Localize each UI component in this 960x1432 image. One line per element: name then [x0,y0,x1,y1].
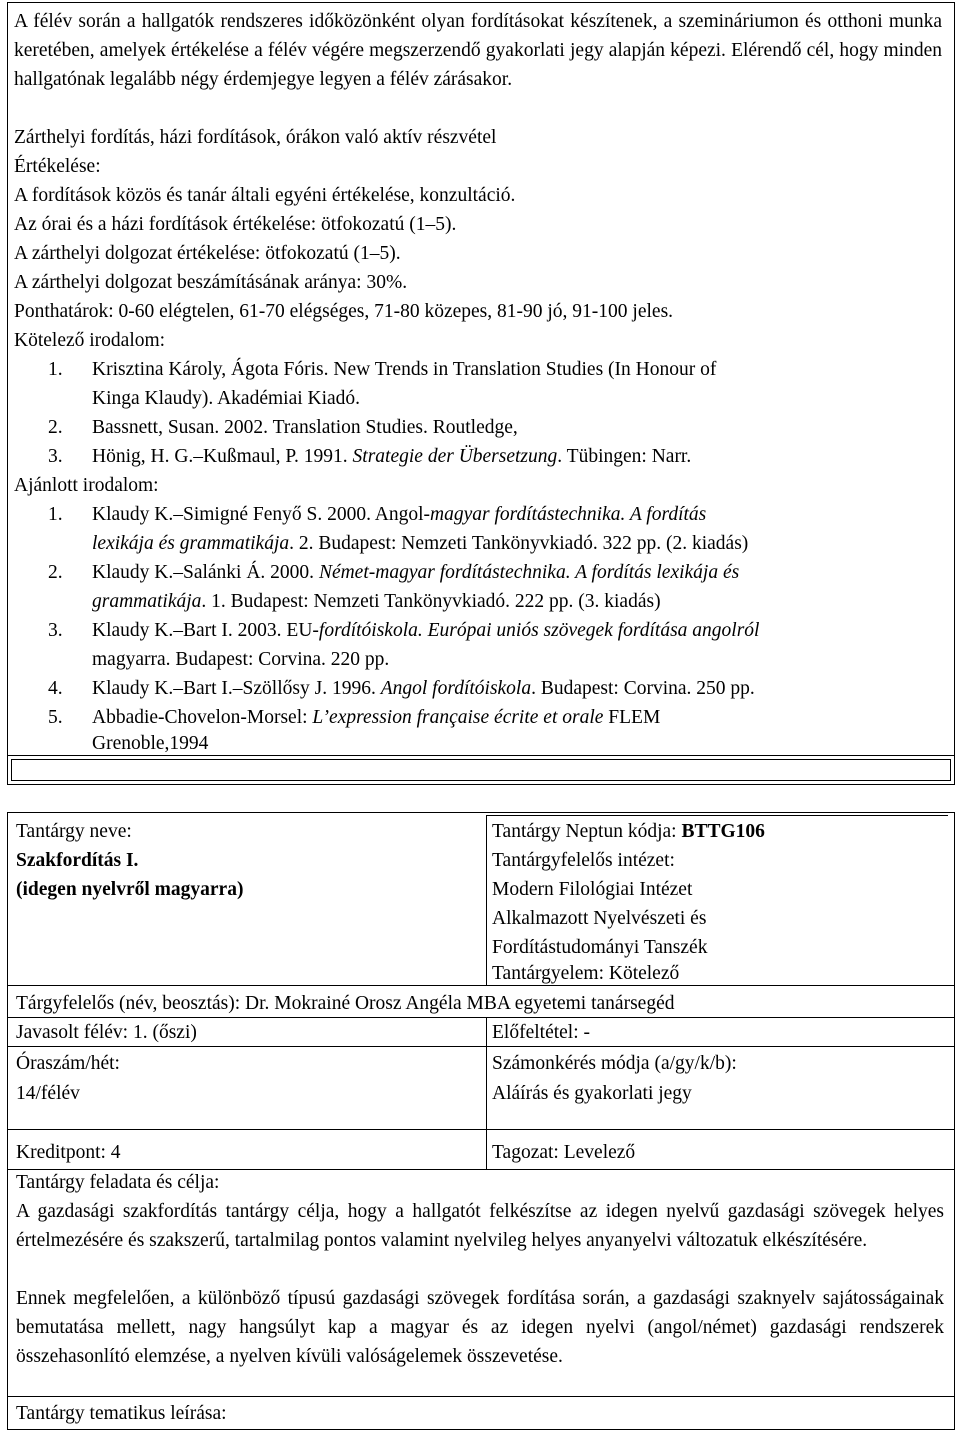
recommended-semester: Javasolt félév: 1. (őszi) [16,1022,197,1043]
evaluation-line-1: A fordítások közös és tanár általi egyéni értékelése, konzultáció. [14,185,516,206]
evaluation-label: Értékelése: [14,156,101,177]
grid-line [8,1129,954,1130]
evaluation-line-5: Ponthatárok: 0-60 elégtelen, 61-70 elégséges, 71-80 közepes, 81-90 jó, 91-100 jeles. [14,301,674,322]
assessment-content: A félév során a hallgatók rendszeres időközönként olyan fordításokat készítenek, a szemináriumon és otthoni munka keretében, amelyek értékelése a félév végére megszerzendő gyakorlati jegy alapján képezi. Elérendő cél, hogy minden hallgatónak legalább négy érdemjegye legyen a félév zárásakor. Zárthelyi fordítás, házi fordítások, órákon való aktív részvétel Értékelése: A fordítások közös és tanár általi egyéni értékelése, konzultáció. Az órai és a házi fordítások értékelése: ötfokozatú (1–5). A zárthelyi dolgozat értékelése: ötfokozatú (1–5). A zárthelyi dolgozat beszámításának aránya: 30%. Ponthatárok: 0-60 elégtelen, 61-70 elégséges, 71-80 közepes, 81-90 jó, 91-100 jeles. Kötelező irodalom: 1. Krisztina Károly, Ágota Fóris. New Trends in Translation Studies (In Honour of Kinga Klaudy). Akadémiai Kiadó. 2. Bassnett, Susan. 2002. Translation Studies. Routledge, 3. Hönig, H. G.–Kußmaul, P. 1991. Strategie der Übersetzung. Tübingen: Narr. Ajánlott irodalom: 1. Klaudy K.–Simigné Fenyő S. 2000. Angol-magyar fordítástechnika. A fordítás lexikája és grammatikája. 2. Budapest: Nemzeti Tankönyvkiadó. 322 pp. (2. kiadás) 2. Klaudy K.–Salánki Á. 2000. Német-magyar fordítástechnika. A fordítás lexikája és grammatikája. 1. Budapest: Nemzeti Tankönyvkiadó. 222 pp. (3. kiadás) 3. Klaudy K.–Bart I. 2003. EU-fordítóiskola. Európai uniós szövegek fordítása angolról magyarra. Budapest: Corvina. 220 pp. 4. Klaudy K.–Bart I.–Szöllősy J. 1996. Angol fordítóiskola. Budapest: Corvina. 250 pp. 5. Abbadie-Chovelon-Morsel: L’expression française écrite et orale FLEM Grenoble,1994 [8,3,954,756]
exam-type-value: Aláírás és gyakorlati jegy [492,1083,692,1104]
credit-points: Kreditpont: 4 [16,1142,121,1163]
neptun-code-value: BTTG106 [681,821,765,842]
goal-paragraph-2: Ennek megfelelően, a különböző típusú gazdasági szövegek fordítása során, a gazdasági szaknyelv sajátosságainak bemutatása mellett, nagy hangsúlyt kap a magyar és az idegen nyelvi (angol/német) gazdasági rendszerek összehasonlító elemzése, a nyelven kívüli valóságelemek összevetése. [16,1288,944,1367]
grid-line [486,1129,487,1169]
hours-value: 14/félév [16,1083,80,1104]
goal-paragraph-1: A gazdasági szakfordítás tantárgy célja, hogy a hallgatót felkészítse az idegen nyelvű gazdasági szövegek helyes értelmezésére és szakszerű, tartalmilag pontos valamint nyelvileg helyes anyanyelvi változatuk elkészítésére. [16,1201,944,1251]
exam-type-label: Számonkérés módja (a/gy/k/b): [492,1053,737,1074]
institute-label: Tantárgyfelelős intézet: [492,850,675,871]
course-datasheet [7,812,955,1430]
tasks-line: Zárthelyi fordítás, házi fordítások, órákon való aktív részvétel [14,127,497,148]
institute-line-3: Fordítástudományi Tanszék [492,937,708,958]
course-responsible: Tárgyfelelős (név, beosztás): Dr. Mokrainé Orosz Angéla MBA egyetemi tanársegéd [16,993,675,1014]
grid-line [8,1396,954,1397]
recommended-reading-label: Ajánlott irodalom: [14,475,159,496]
course-element: Tantárgyelem: Kötelező [492,963,680,984]
thematic-description-label: Tantárgy tematikus leírása: [16,1403,227,1424]
neptun-code-label: Tantárgy Neptun kódja: [492,821,682,842]
institute-line-2: Alkalmazott Nyelvészeti és [492,908,707,929]
neptun-code-field [492,817,765,846]
goal-label: Tantárgy feladata és célja: [16,1172,220,1193]
evaluation-line-2: Az órai és a házi fordítások értékelése: ötfokozatú (1–5). [14,214,457,235]
grid-line [8,985,954,986]
grid-line [486,815,948,816]
empty-footer-row [11,759,951,781]
prerequisite: Előfeltétel: - [492,1022,590,1043]
institute-line-1: Modern Filológiai Intézet [492,879,693,900]
study-mode: Tagozat: Levelező [492,1142,636,1163]
hours-label: Óraszám/hét: [16,1053,120,1074]
assessment-section [7,2,955,785]
course-name-label: Tantárgy neve: [16,821,132,842]
required-reading-label: Kötelező irodalom: [14,330,166,351]
evaluation-line-3: A zárthelyi dolgozat értékelése: ötfokozatú (1–5). [14,243,401,264]
course-name-subtitle: (idegen nyelvről magyarra) [16,879,244,900]
course-name: Szakfordítás I. [16,850,139,871]
intro-paragraph: A félév során a hallgatók rendszeres időközönként olyan fordításokat készítenek, a szemináriumon és otthoni munka keretében, amelyek értékelése a félév végére megszerzendő gyakorlati jegy alapján képezi. Elérendő cél, hogy minden hallgatónak legalább négy érdemjegye legyen a félév zárásakor. [14,11,942,90]
grid-line [486,1017,487,1129]
evaluation-line-4: A zárthelyi dolgozat beszámításának aránya: 30%. [14,272,408,293]
grid-line [486,815,487,985]
